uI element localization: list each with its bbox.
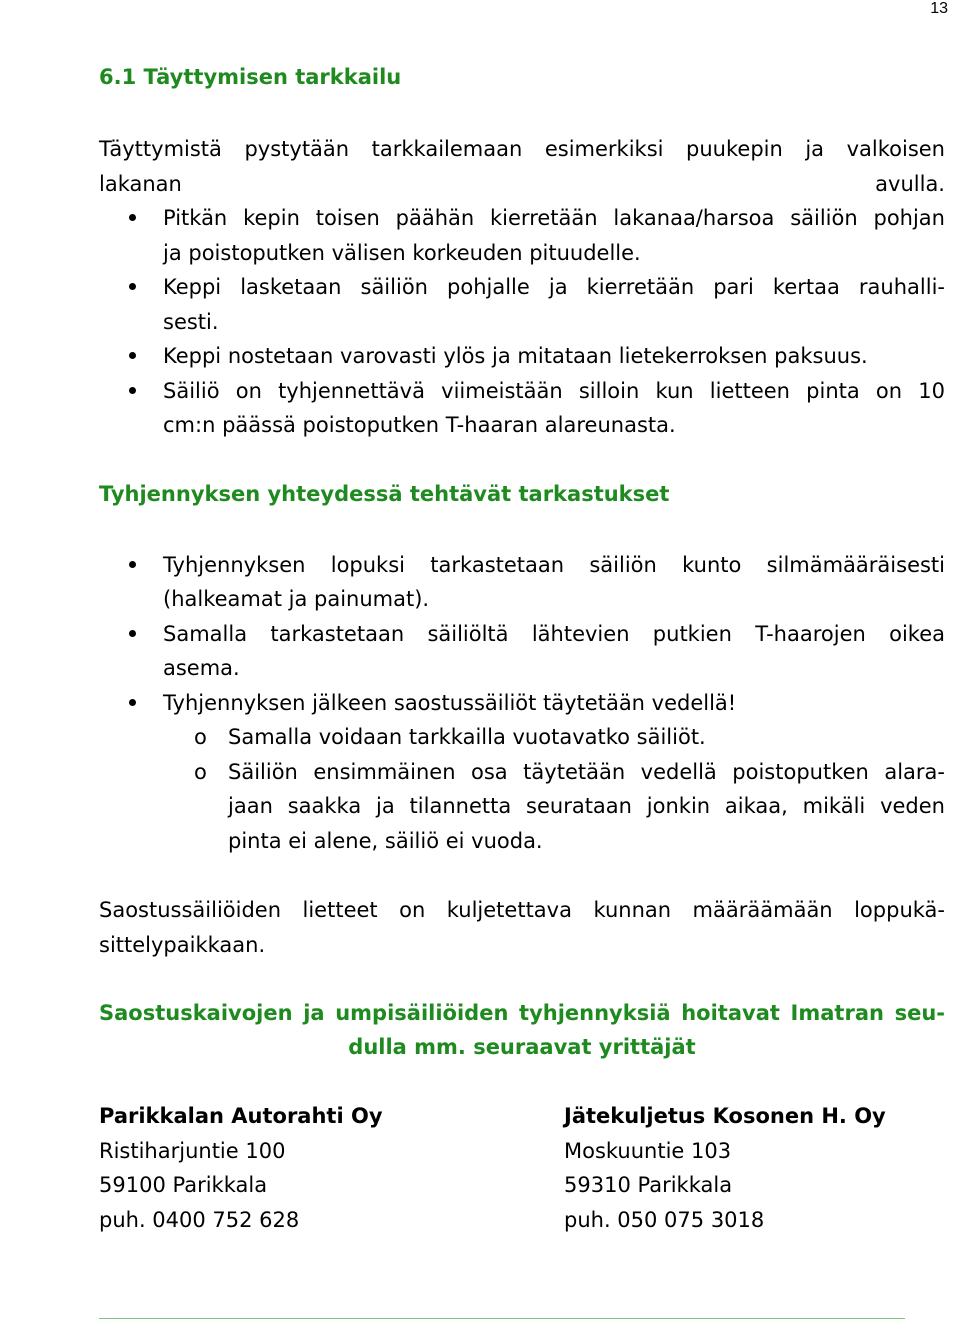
contractor-address: Moskuuntie 103: [564, 1138, 732, 1163]
contractor-contacts: [99, 1099, 945, 1239]
bullet-icon: [129, 214, 136, 221]
bullet-icon: [129, 630, 136, 637]
intro-paragraph: [99, 132, 945, 201]
contractor-name: Parikkalan Autorahti Oy: [99, 1104, 383, 1128]
contractor-city: 59100 Parikkala: [99, 1173, 268, 1197]
contractor-card: [99, 1099, 383, 1237]
intro-line: lakanan avulla.: [99, 171, 945, 196]
list-item: Keppi nostetaan varovasti ylös ja mitataan lietekerroksen paksuus.: [99, 339, 945, 374]
list-item: Samalla tarkastetaan säiliöltä lähtevien putkien T-haarojen oikea asema.: [99, 617, 945, 686]
contractor-card: [564, 1099, 886, 1237]
contractor-phone: puh. 050 075 3018: [564, 1207, 765, 1232]
sub-list-item: o Säiliön ensimmäinen osa täytetään vedellä poistoputken alara- jaan saakka ja tilannetta seurataan jonkin aikaa, mikäli veden pinta ei alene, säiliö ei vuoda.: [99, 755, 945, 859]
list-item: Säiliö on tyhjennettävä viimeistään silloin kun lietteen pinta on 10 cm:n päässä poistoputken T-haaran alareunasta.: [99, 374, 945, 443]
list-item: Tyhjennyksen jälkeen saostussäiliöt täytetään vedellä!: [99, 686, 945, 721]
list-item: Keppi lasketaan säiliön pohjalle ja kierretään pari kertaa rauhalli- sesti.: [99, 270, 945, 339]
intro-line: Täyttymistä pystytään tarkkailemaan esimerkiksi puukepin ja valkoisen: [99, 137, 945, 161]
list-item: Pitkän kepin toisen päähän kierretään lakanaa/harsoa säiliön pohjan ja poistoputken välisen korkeuden pituudelle.: [99, 201, 945, 270]
contractor-name: Jätekuljetus Kosonen H. Oy: [564, 1104, 886, 1128]
document-body: [99, 60, 945, 1239]
contractors-heading: Saostuskaivojen ja umpisäiliöiden tyhjennyksiä hoitavat Imatran seu- dulla mm. seuraavat yrittäjät: [99, 1001, 945, 1059]
sub-bullet-marker: o: [194, 759, 207, 784]
monitoring-steps-list: [99, 201, 945, 443]
contractor-city: 59310 Parikkala: [564, 1173, 733, 1197]
bullet-icon: [129, 699, 136, 706]
bullet-icon: [129, 352, 136, 359]
disposal-paragraph: Saostussäiliöiden lietteet on kuljetettava kunnan määräämään loppukä- sittelypaikkaan.: [99, 898, 945, 957]
contractor-phone: puh. 0400 752 628: [99, 1207, 300, 1232]
bullet-icon: [129, 561, 136, 568]
subsection-title: Tyhjennyksen yhteydessä tehtävät tarkastukset: [99, 481, 670, 506]
sub-list: [99, 720, 945, 858]
inspection-list: [99, 548, 945, 721]
bullet-icon: [129, 283, 136, 290]
sub-list-item: o Samalla voidaan tarkkailla vuotavatko säiliöt.: [99, 720, 945, 755]
section-title: 6.1 Täyttymisen tarkkailu: [99, 65, 402, 89]
page-number: 13: [930, 0, 948, 17]
contractor-address: Ristiharjuntie 100: [99, 1138, 286, 1163]
list-item: Tyhjennyksen lopuksi tarkastetaan säiliön kunto silmämääräisesti (halkeamat ja painumat).: [99, 548, 945, 617]
bullet-icon: [129, 387, 136, 394]
footer-divider: [99, 1318, 905, 1319]
sub-bullet-marker: o: [194, 725, 207, 749]
